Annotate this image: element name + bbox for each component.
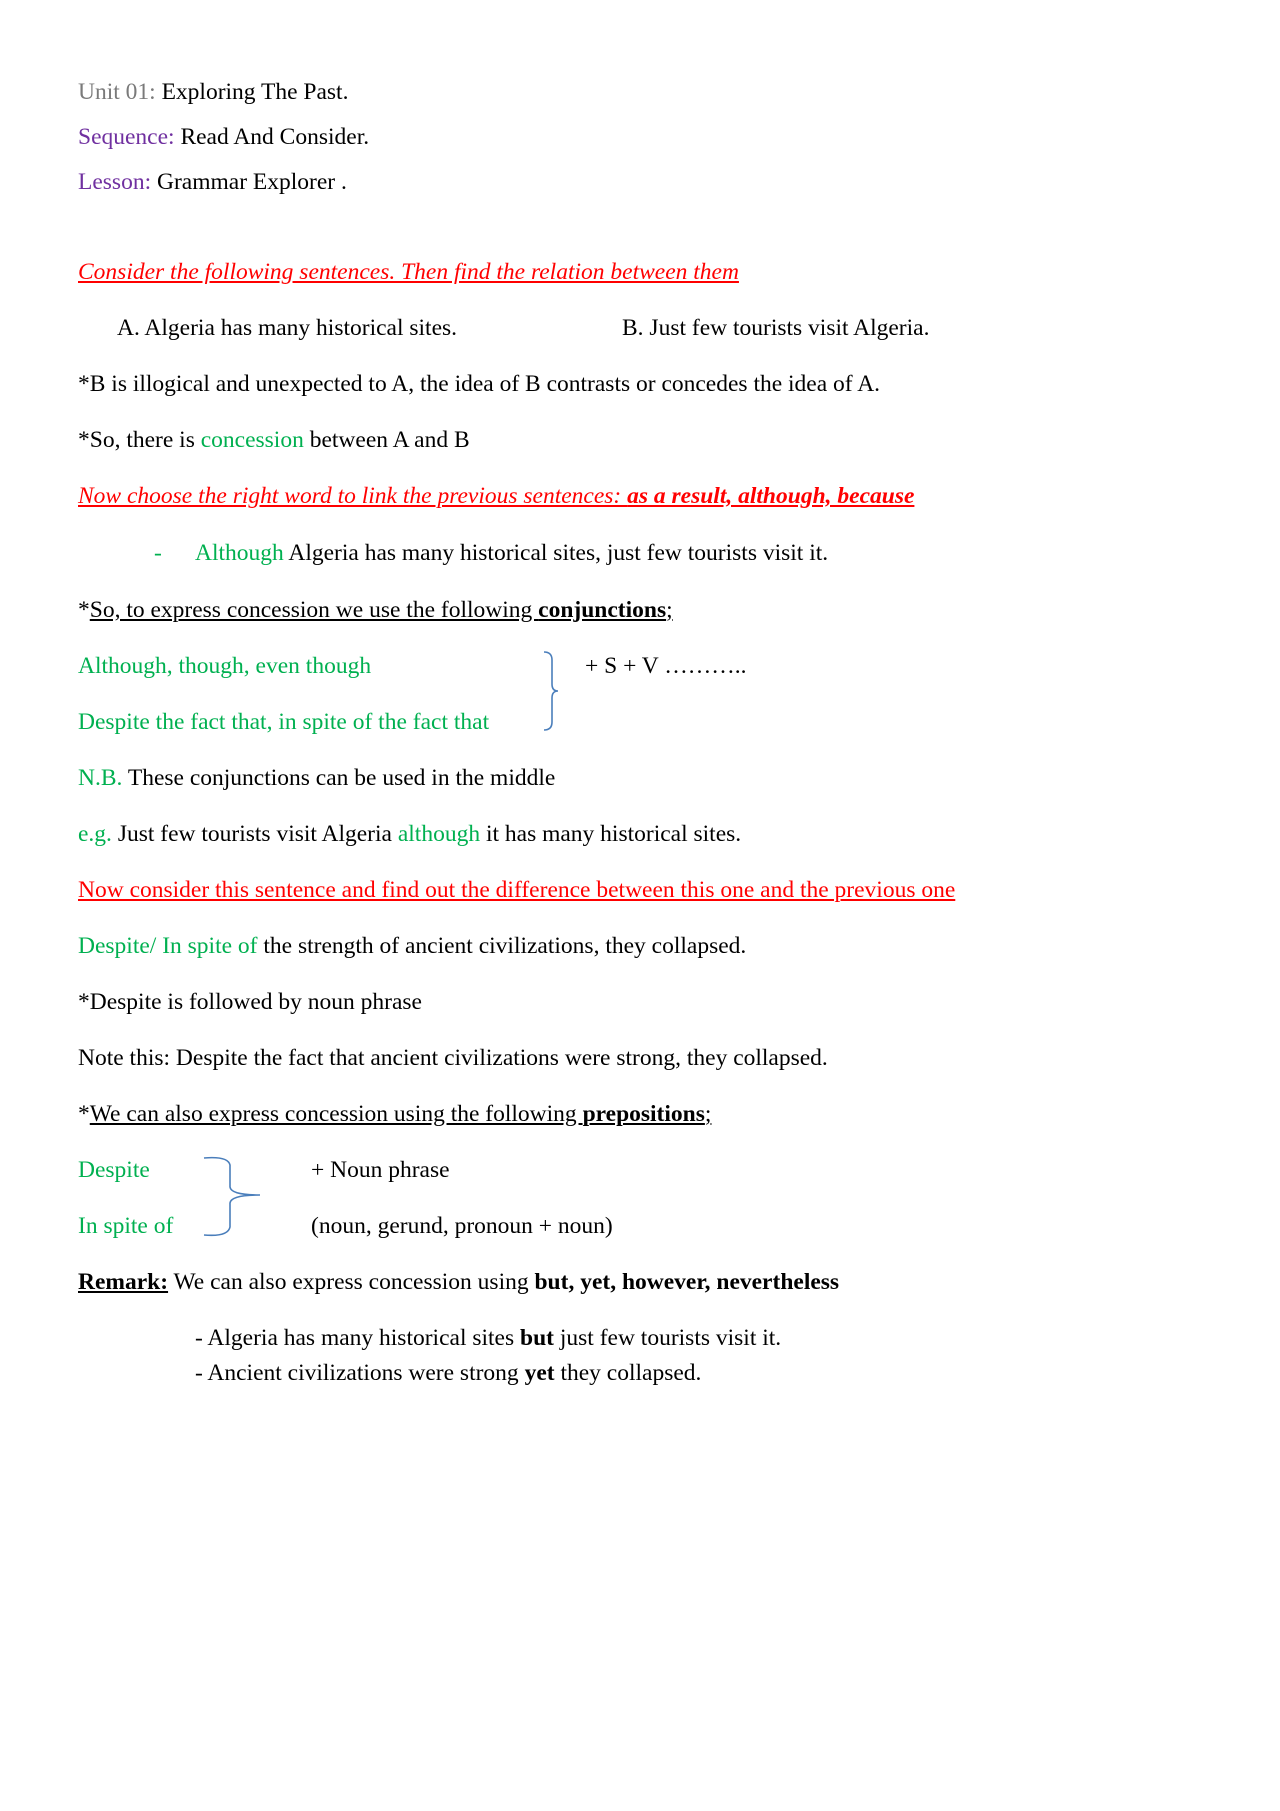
conjunctions-intro-end: ; [666,597,673,623]
concession-keyword: concession [200,427,304,453]
remark-example-2-post: they collapsed. [554,1360,702,1386]
conjunction-line-1: Although, though, even though [78,653,372,679]
conjunctions-intro [78,595,673,625]
example-although [195,538,828,568]
although-keyword: Although [195,540,284,566]
eg-line [78,819,741,849]
instruction-choose-text: Now choose the right word to link the previous sentences: [78,483,628,509]
note-illogical: *B is illogical and unexpected to A, the idea of B contrasts or concedes the idea of A. [78,371,881,397]
yet-keyword: yet [524,1360,555,1386]
unit-value: Exploring The Past. [155,79,349,105]
eg-post: it has many historical sites. [480,821,742,847]
but-keyword: but [520,1325,554,1351]
eg-label: e.g. [78,821,112,847]
prepositions-structure-1: + Noun phrase [311,1157,450,1183]
preposition-in-spite-of: In spite of [78,1213,174,1239]
prepositions-intro-text: We can also express concession using the following [89,1101,583,1127]
prepositions-word: prepositions [582,1101,705,1127]
sequence-line [78,122,369,152]
example-bullet: - [154,540,162,566]
despite-sentence [78,931,746,961]
despite-note: *Despite is followed by noun phrase [78,989,422,1015]
preposition-despite: Despite [78,1157,150,1183]
note-concession-post: between A and B [303,427,470,453]
remark-example-1-post: just few tourists visit it. [553,1325,782,1351]
remark-text: We can also express concession using [168,1269,535,1295]
despite-sentence-rest: the strength of ancient civilizations, they collapsed. [257,933,747,959]
instruction-choose [78,481,914,511]
example-although-rest: Algeria has many historical sites, just few tourists visit it. [283,540,829,566]
sequence-value: Read And Consider. [174,124,370,150]
sentence-b: B. Just few tourists visit Algeria. [622,315,930,341]
eg-keyword: although [397,821,481,847]
remark-line [78,1267,839,1297]
conjunctions-star: * [78,597,90,623]
sequence-label: Sequence: [78,124,175,150]
remark-label: Remark: [78,1269,169,1295]
remark-example-1-pre: - Algeria has many historical sites [195,1325,521,1351]
note-concession [78,425,470,455]
remark-example-2-pre: - Ancient civilizations were strong [195,1360,525,1386]
conjunctions-word: conjunctions [538,597,667,623]
conjunctions-brace-icon [540,650,564,732]
note-this: Note this: Despite the fact that ancient civilizations were strong, they collapsed. [78,1045,828,1071]
lesson-line [78,167,347,197]
lesson-value: Grammar Explorer . [151,169,347,195]
unit-label: Unit 01: [78,79,156,105]
instruction-difference: Now consider this sentence and find out the difference between this one and the previous one [78,877,956,903]
despite-keyword: Despite/ In spite of [78,933,258,959]
conjunction-line-2: Despite the fact that, in spite of the fact that [78,709,490,735]
prepositions-structure-2: (noun, gerund, pronoun + noun) [311,1213,613,1239]
nb-label: N.B. [78,765,123,791]
sentence-a: A. Algeria has many historical sites. [117,315,458,341]
prepositions-brace-icon [200,1155,264,1239]
prepositions-star: * [78,1101,90,1127]
eg-pre: Just few tourists visit Algeria [111,821,398,847]
instruction-options: as a result, although, because [627,483,915,509]
instruction-consider: Consider the following sentences. Then find the relation between them [78,259,739,285]
note-concession-pre: *So, there is [78,427,201,453]
conjunctions-structure: + S + V ……….. [585,653,747,679]
remark-example-1 [195,1323,781,1353]
remark-words: but, yet, however, nevertheless [534,1269,840,1295]
unit-line [78,77,348,107]
prepositions-intro-end: ; [704,1101,712,1127]
prepositions-intro [78,1099,711,1129]
remark-example-2 [195,1358,701,1388]
lesson-label: Lesson: [78,169,152,195]
nb-text: These conjunctions can be used in the middle [122,765,556,791]
nb-line [78,763,555,793]
conjunctions-intro-text: So, to express concession we use the following [89,597,539,623]
